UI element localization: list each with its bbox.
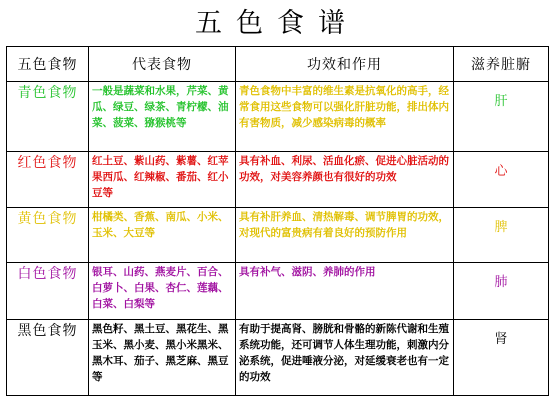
table-header-row [7,47,549,82]
table-row [7,320,549,396]
header-five-color-food: 五色食物 [7,47,89,82]
food-type-cell: 青色食物 [7,82,89,152]
food-type-cell: 白色食物 [7,263,89,320]
effect-cell: 具有补气、滋阴、养肺的作用 [236,263,454,320]
table-row [7,82,549,152]
organ-cell: 心 [454,152,549,208]
organ-cell: 肾 [454,320,549,396]
header-effect: 功效和作用 [236,47,454,82]
foods-cell: 银耳、山药、燕麦片、百合、白萝卜、白果、杏仁、莲藕、白菜、白梨等 [89,263,236,320]
foods-cell: 柑橘类、香蕉、南瓜、小米、玉米、大豆等 [89,208,236,263]
foods-cell: 黑色籽、黑土豆、黑花生、黑玉米、黑小麦、黑小米黑米、黑木耳、茄子、黑芝麻、黑豆等 [89,320,236,396]
effect-cell: 青色食物中丰富的维生素是抗氧化的高手，经常食用这些食物可以强化肝脏功能，排出体内有害物质，减少感染病毒的概率 [236,82,454,152]
organ-cell: 肺 [454,263,549,320]
foods-cell: 一般是蔬菜和水果，芹菜、黄瓜、绿豆、绿茶、青柠檬、油菜、菠菜、猕猴桃等 [89,82,236,152]
table-row [7,152,549,208]
five-color-table [6,46,549,396]
food-type-cell: 红色食物 [7,152,89,208]
effect-cell: 有助于提高肾、膀胱和骨骼的新陈代谢和生殖系统功能，还可调节人体生理功能，刺激内分泌系统，促进唾液分泌，对延缓衰老也有一定的功效 [236,320,454,396]
organ-cell: 肝 [454,82,549,152]
table-row [7,263,549,320]
header-representative-food: 代表食物 [89,47,236,82]
effect-cell: 具有补肝养血、清热解毒、调节脾胃的功效，对现代的富贵病有着良好的预防作用 [236,208,454,263]
header-organ: 滋养脏腑 [454,47,549,82]
food-type-cell: 黑色食物 [7,320,89,396]
page-title: 五色食谱 [195,8,359,39]
table-row [7,208,549,263]
organ-cell: 脾 [454,208,549,263]
effect-cell: 具有补血、利尿、活血化瘀、促进心脏活动的功效，对美容养颜也有很好的功效 [236,152,454,208]
food-type-cell: 黄色食物 [7,208,89,263]
foods-cell: 红土豆、紫山药、紫薯、红苹果西瓜、红辣椒、番茄、红小豆等 [89,152,236,208]
